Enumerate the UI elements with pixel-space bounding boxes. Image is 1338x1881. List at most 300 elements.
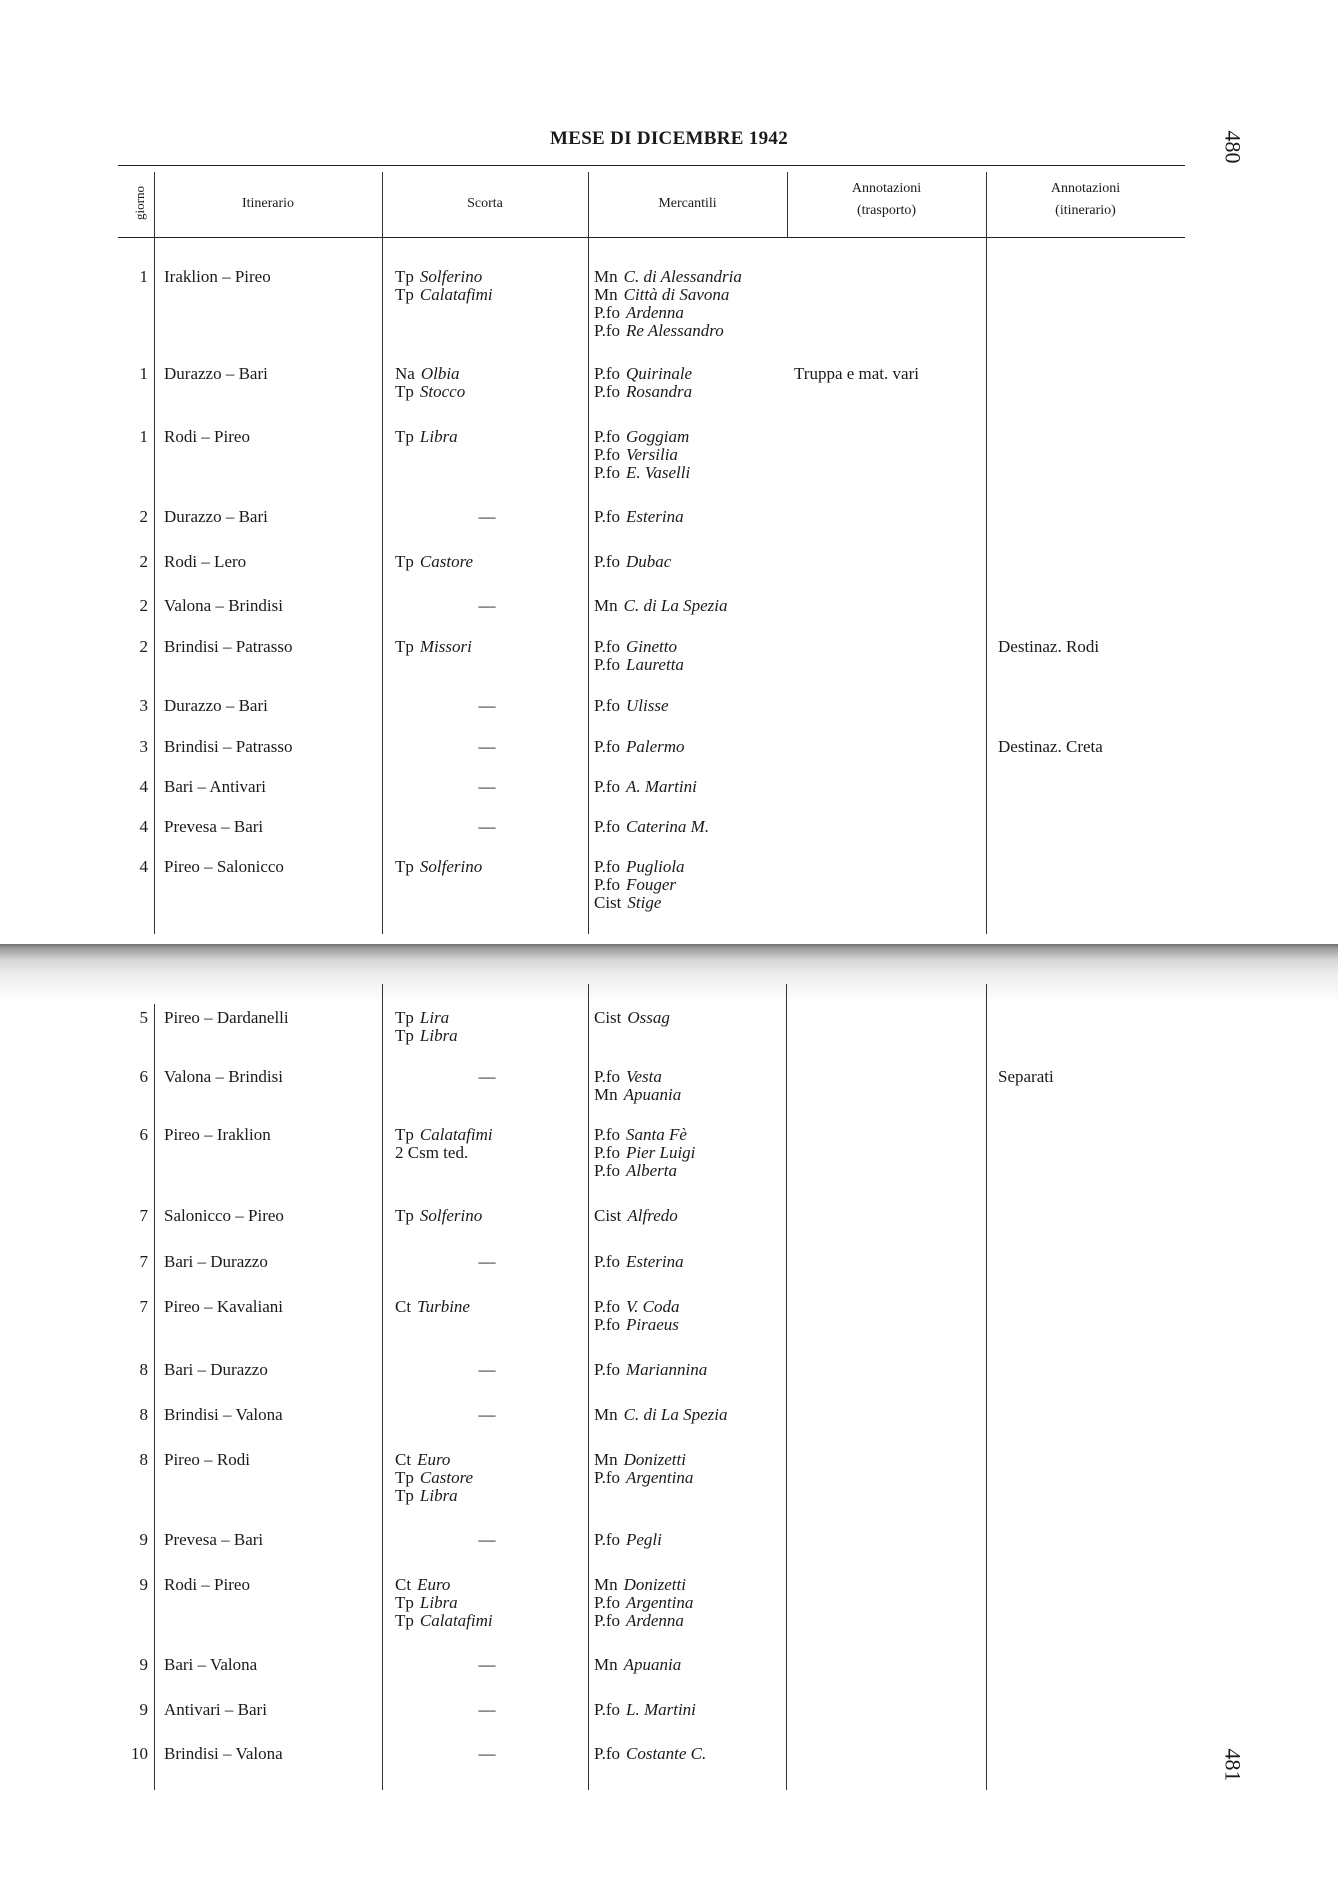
- vessel-type: 2 Csm ted.: [395, 1143, 469, 1162]
- row-route: Salonicco – Pireo: [164, 1206, 284, 1225]
- row-scorta-dash: —: [478, 1655, 496, 1674]
- row-scorta-line: [395, 1469, 473, 1487]
- column-rule: [588, 172, 589, 934]
- vessel-type: Tp: [395, 285, 414, 304]
- row-mercantili-line: [594, 1253, 684, 1271]
- row-mercantili-line: [594, 1009, 670, 1027]
- column-rule: [588, 984, 589, 1790]
- row-mercantili-line: [594, 1656, 681, 1674]
- row-route: Durazzo – Bari: [164, 364, 268, 383]
- vessel-name: Esterina: [625, 507, 684, 526]
- row-day: 7: [139, 1297, 148, 1316]
- row-route: Bari – Valona: [164, 1655, 258, 1674]
- vessel-type: Mn: [594, 1450, 618, 1469]
- header-giorno-label: giorno: [131, 186, 147, 220]
- row-scorta-line: [395, 268, 493, 286]
- row-scorta: [395, 1207, 482, 1225]
- vessel-type: Tp: [395, 637, 414, 656]
- row-mercantili: [594, 597, 728, 615]
- vessel-name: Calatafimi: [419, 285, 493, 304]
- vessel-type: P.fo: [594, 1125, 620, 1144]
- vessel-name: Castore: [419, 552, 474, 571]
- header-top-rule: [118, 165, 1185, 166]
- vessel-name: Vesta: [625, 1067, 662, 1086]
- vessel-name: Santa Fè: [625, 1125, 687, 1144]
- row-mercantili: [594, 365, 692, 401]
- vessel-type: P.fo: [594, 303, 620, 322]
- vessel-name: Libra: [419, 1486, 458, 1505]
- vessel-type: Ct: [395, 1575, 412, 1594]
- row-mercantili-line: [594, 597, 728, 615]
- vessel-type: P.fo: [594, 1700, 620, 1719]
- row-mercantili-line: [594, 738, 685, 756]
- vessel-name: Alfredo: [627, 1206, 678, 1225]
- row-scorta-line: [395, 1594, 493, 1612]
- column-rule: [382, 172, 383, 934]
- vessel-name: Mariannina: [625, 1360, 708, 1379]
- vessel-type: Tp: [395, 427, 414, 446]
- row-mercantili: [594, 508, 684, 526]
- vessel-type: P.fo: [594, 1067, 620, 1086]
- row-day: 2: [139, 596, 148, 615]
- vessel-type: P.fo: [594, 637, 620, 656]
- row-scorta: [395, 1451, 473, 1505]
- vessel-type: Tp: [395, 857, 414, 876]
- vessel-name: Alberta: [625, 1161, 677, 1180]
- row-route: Rodi – Pireo: [164, 427, 250, 446]
- header-annotazioni-itinerario-line2: (itinerario): [1055, 203, 1116, 218]
- row-route: Rodi – Lero: [164, 552, 247, 571]
- row-day: 7: [139, 1252, 148, 1271]
- row-scorta-dash: —: [478, 777, 496, 796]
- row-scorta-dash: —: [478, 1067, 496, 1086]
- vessel-name: Euro: [417, 1450, 451, 1469]
- row-day: 9: [139, 1530, 148, 1549]
- row-annotazioni-itinerario: Separati: [998, 1067, 1054, 1086]
- row-mercantili-line: [594, 818, 709, 836]
- row-scorta-dash: —: [478, 1744, 496, 1763]
- row-route: Pireo – Salonicco: [164, 857, 284, 876]
- vessel-name: Lira: [419, 1008, 450, 1027]
- vessel-name: Re Alessandro: [625, 321, 724, 340]
- row-route: Antivari – Bari: [164, 1700, 267, 1719]
- row-scorta-dash: —: [478, 1530, 496, 1549]
- vessel-name: Ossag: [627, 1008, 670, 1027]
- row-day: 1: [139, 427, 148, 446]
- vessel-name: Fouger: [625, 875, 677, 894]
- vessel-name: Ardenna: [625, 1611, 684, 1630]
- vessel-type: Tp: [395, 1593, 414, 1612]
- row-mercantili: [594, 553, 671, 571]
- row-scorta-line: [395, 858, 482, 876]
- row-route: Durazzo – Bari: [164, 507, 268, 526]
- vessel-name: Quirinale: [625, 364, 693, 383]
- row-scorta-line: [395, 383, 465, 401]
- row-mercantili-line: [594, 858, 685, 876]
- vessel-type: Cist: [594, 1008, 622, 1027]
- header-annotazioni-trasporto-line2: (trasporto): [856, 203, 917, 218]
- row-mercantili-line: [594, 1469, 693, 1487]
- vessel-name: Città di Savona: [623, 285, 730, 304]
- row-mercantili-line: [594, 894, 685, 912]
- row-scorta-line: [395, 286, 493, 304]
- row-mercantili-line: [594, 304, 742, 322]
- row-day: 7: [139, 1206, 148, 1225]
- vessel-type: Tp: [395, 552, 414, 571]
- row-scorta-line: [395, 1487, 473, 1505]
- row-day: 1: [139, 267, 148, 286]
- vessel-name: Argentina: [625, 1593, 694, 1612]
- row-mercantili: [594, 1009, 670, 1027]
- column-rule: [986, 172, 987, 934]
- vessel-type: P.fo: [594, 1297, 620, 1316]
- row-mercantili: [594, 1576, 693, 1630]
- vessel-type: Mn: [594, 596, 618, 615]
- vessel-name: C. di Alessandria: [623, 267, 742, 286]
- row-mercantili-line: [594, 697, 668, 715]
- header-annotazioni-trasporto: [787, 178, 986, 222]
- row-mercantili: [594, 738, 685, 756]
- vessel-type: P.fo: [594, 1530, 620, 1549]
- vessel-name: Turbine: [417, 1297, 470, 1316]
- vessel-type: P.fo: [594, 1593, 620, 1612]
- vessel-type: P.fo: [594, 507, 620, 526]
- row-scorta-dash: —: [478, 1405, 496, 1424]
- row-scorta: [395, 1009, 458, 1045]
- header-annotazioni-itinerario: [986, 178, 1185, 222]
- row-mercantili-line: [594, 1068, 681, 1086]
- vessel-type: Tp: [395, 382, 414, 401]
- vessel-type: P.fo: [594, 817, 620, 836]
- vessel-name: Libra: [419, 427, 458, 446]
- vessel-name: Pugliola: [625, 857, 685, 876]
- row-mercantili-line: [594, 464, 690, 482]
- row-annotazioni-itinerario: Destinaz. Rodi: [998, 637, 1100, 656]
- row-day: 4: [139, 817, 148, 836]
- row-scorta-dash: —: [478, 737, 496, 756]
- row-mercantili-line: [594, 778, 697, 796]
- vessel-type: Ct: [395, 1450, 412, 1469]
- column-rule: [382, 984, 383, 1790]
- row-scorta-dash: —: [478, 696, 496, 715]
- row-scorta: [395, 1576, 493, 1630]
- row-mercantili-line: [594, 1298, 680, 1316]
- column-rule: [786, 984, 787, 1790]
- column-rule: [986, 984, 987, 1790]
- row-scorta-line: [395, 1126, 493, 1144]
- vessel-name: Euro: [417, 1575, 451, 1594]
- vessel-name: Solferino: [419, 857, 483, 876]
- row-mercantili-line: [594, 322, 742, 340]
- vessel-type: P.fo: [594, 1252, 620, 1271]
- row-day: 1: [139, 364, 148, 383]
- vessel-name: Esterina: [625, 1252, 684, 1271]
- vessel-name: Piraeus: [625, 1315, 679, 1334]
- row-scorta-dash: —: [478, 817, 496, 836]
- vessel-type: P.fo: [594, 1360, 620, 1379]
- vessel-name: Donizetti: [623, 1575, 686, 1594]
- row-scorta-dash: —: [478, 1700, 496, 1719]
- page-title: MESE DI DICEMBRE 1942: [549, 128, 789, 149]
- vessel-name: Calatafimi: [419, 1611, 493, 1630]
- vessel-type: P.fo: [594, 1161, 620, 1180]
- row-scorta-line: [395, 1207, 482, 1225]
- column-rule: [154, 1004, 155, 1790]
- row-scorta-line: [395, 1612, 493, 1630]
- header-bottom-rule: [118, 237, 1185, 238]
- row-scorta-dash: —: [478, 1252, 496, 1271]
- row-mercantili: [594, 1406, 728, 1424]
- row-route: Pireo – Rodi: [164, 1450, 250, 1469]
- row-route: Bari – Antivari: [164, 777, 266, 796]
- vessel-name: Olbia: [420, 364, 460, 383]
- vessel-name: Calatafimi: [419, 1125, 493, 1144]
- row-route: Valona – Brindisi: [164, 596, 283, 615]
- row-annotazioni-trasporto: Truppa e mat. vari: [794, 364, 919, 383]
- row-day: 4: [139, 857, 148, 876]
- row-mercantili-line: [594, 638, 684, 656]
- row-route: Brindisi – Valona: [164, 1405, 283, 1424]
- vessel-type: P.fo: [594, 777, 620, 796]
- row-scorta-line: [395, 1298, 470, 1316]
- vessel-type: Ct: [395, 1297, 412, 1316]
- vessel-name: Dubac: [625, 552, 672, 571]
- row-mercantili: [594, 1126, 695, 1180]
- row-mercantili-line: [594, 1612, 693, 1630]
- row-mercantili: [594, 858, 685, 912]
- row-day: 8: [139, 1405, 148, 1424]
- row-route: Brindisi – Patrasso: [164, 637, 293, 656]
- vessel-type: Mn: [594, 1575, 618, 1594]
- row-day: 10: [131, 1744, 148, 1763]
- row-mercantili: [594, 1745, 706, 1763]
- row-scorta-line: [395, 1576, 493, 1594]
- row-scorta-line: [395, 1451, 473, 1469]
- vessel-name: Rosandra: [625, 382, 693, 401]
- row-mercantili: [594, 1298, 680, 1334]
- row-mercantili-line: [594, 1451, 693, 1469]
- vessel-type: Tp: [395, 1206, 414, 1225]
- vessel-type: P.fo: [594, 875, 620, 894]
- vessel-type: P.fo: [594, 463, 620, 482]
- row-day: 9: [139, 1655, 148, 1674]
- header-scorta: Scorta: [467, 196, 503, 211]
- vessel-type: P.fo: [594, 1744, 620, 1763]
- vessel-name: Libra: [419, 1026, 458, 1045]
- row-day: 3: [139, 696, 148, 715]
- row-mercantili: [594, 1068, 681, 1104]
- row-mercantili-line: [594, 286, 742, 304]
- row-day: 6: [139, 1067, 148, 1086]
- row-day: 9: [139, 1575, 148, 1594]
- vessel-name: Palermo: [625, 737, 685, 756]
- row-day: 2: [139, 507, 148, 526]
- row-route: Bari – Durazzo: [164, 1360, 268, 1379]
- row-mercantili: [594, 1531, 662, 1549]
- vessel-type: Cist: [594, 1206, 622, 1225]
- row-scorta-line: [395, 553, 473, 571]
- row-mercantili-line: [594, 268, 742, 286]
- row-mercantili-line: [594, 1406, 728, 1424]
- row-mercantili: [594, 1701, 696, 1719]
- row-mercantili: [594, 697, 668, 715]
- header-annotazioni-itinerario-line1: Annotazioni: [1050, 181, 1121, 196]
- row-mercantili-line: [594, 1126, 695, 1144]
- row-scorta-line: [395, 1027, 458, 1045]
- vessel-name: Versilia: [625, 445, 678, 464]
- row-scorta-line: [395, 365, 465, 383]
- vessel-type: Na: [395, 364, 415, 383]
- vessel-type: P.fo: [594, 857, 620, 876]
- row-scorta-dash: —: [478, 507, 496, 526]
- row-mercantili-line: [594, 553, 671, 571]
- vessel-name: Apuania: [623, 1085, 682, 1104]
- row-mercantili: [594, 1253, 684, 1271]
- vessel-type: Mn: [594, 285, 618, 304]
- vessel-name: Ardenna: [625, 303, 684, 322]
- row-route: Rodi – Pireo: [164, 1575, 250, 1594]
- vessel-type: P.fo: [594, 552, 620, 571]
- row-scorta: [395, 858, 482, 876]
- column-rule: [154, 172, 155, 934]
- header-mercantili: Mercantili: [658, 196, 717, 211]
- vessel-name: Stige: [627, 893, 662, 912]
- vessel-type: Mn: [594, 267, 618, 286]
- row-day: 2: [139, 637, 148, 656]
- vessel-name: L. Martini: [625, 1700, 696, 1719]
- vessel-name: Caterina M.: [625, 817, 710, 836]
- row-mercantili: [594, 1451, 693, 1487]
- row-mercantili-line: [594, 1144, 695, 1162]
- vessel-type: P.fo: [594, 1315, 620, 1334]
- row-scorta-dash: —: [478, 1360, 496, 1379]
- row-scorta: [395, 365, 465, 401]
- row-route: Durazzo – Bari: [164, 696, 268, 715]
- row-route: Bari – Durazzo: [164, 1252, 268, 1271]
- vessel-type: Tp: [395, 1468, 414, 1487]
- vessel-name: Solferino: [419, 267, 483, 286]
- vessel-name: Pier Luigi: [625, 1143, 696, 1162]
- vessel-name: C. di La Spezia: [623, 1405, 728, 1424]
- vessel-name: Castore: [419, 1468, 474, 1487]
- row-scorta-line: [395, 638, 472, 656]
- vessel-type: P.fo: [594, 1611, 620, 1630]
- row-mercantili-line: [594, 1162, 695, 1180]
- vessel-type: P.fo: [594, 1143, 620, 1162]
- row-route: Brindisi – Valona: [164, 1744, 283, 1763]
- vessel-type: Tp: [395, 267, 414, 286]
- row-mercantili-line: [594, 1576, 693, 1594]
- vessel-type: P.fo: [594, 696, 620, 715]
- row-mercantili-line: [594, 365, 692, 383]
- row-scorta: [395, 428, 458, 446]
- row-day: 8: [139, 1360, 148, 1379]
- vessel-type: Tp: [395, 1125, 414, 1144]
- row-mercantili-line: [594, 1361, 707, 1379]
- vessel-name: E. Vaselli: [625, 463, 691, 482]
- row-mercantili-line: [594, 1594, 693, 1612]
- row-mercantili-line: [594, 383, 692, 401]
- vessel-type: Tp: [395, 1611, 414, 1630]
- row-mercantili: [594, 428, 690, 482]
- row-scorta-line: [395, 1009, 458, 1027]
- vessel-name: Libra: [419, 1593, 458, 1612]
- vessel-name: Apuania: [623, 1655, 682, 1674]
- vessel-name: A. Martini: [625, 777, 697, 796]
- row-mercantili: [594, 1656, 681, 1674]
- row-scorta: [395, 1298, 470, 1316]
- row-route: Pireo – Iraklion: [164, 1125, 271, 1144]
- row-mercantili-line: [594, 428, 690, 446]
- row-day: 9: [139, 1700, 148, 1719]
- header-itinerario: Itinerario: [241, 196, 295, 211]
- row-day: 3: [139, 737, 148, 756]
- vessel-type: P.fo: [594, 321, 620, 340]
- row-route: Valona – Brindisi: [164, 1067, 283, 1086]
- vessel-type: Mn: [594, 1655, 618, 1674]
- row-mercantili: [594, 818, 709, 836]
- vessel-type: Mn: [594, 1085, 618, 1104]
- row-scorta-line: [395, 428, 458, 446]
- row-day: 5: [139, 1008, 148, 1027]
- row-route: Iraklion – Pireo: [164, 267, 271, 286]
- row-mercantili-line: [594, 446, 690, 464]
- vessel-type: Tp: [395, 1026, 414, 1045]
- vessel-name: Missori: [419, 637, 472, 656]
- row-mercantili-line: [594, 1207, 678, 1225]
- vessel-name: Costante C.: [625, 1744, 707, 1763]
- row-route: Pireo – Kavaliani: [164, 1297, 283, 1316]
- vessel-name: Solferino: [419, 1206, 483, 1225]
- vessel-name: Donizetti: [623, 1450, 686, 1469]
- row-route: Brindisi – Patrasso: [164, 737, 293, 756]
- row-scorta-line: [395, 1144, 493, 1162]
- row-mercantili-line: [594, 1086, 681, 1104]
- row-mercantili-line: [594, 1531, 662, 1549]
- vessel-type: P.fo: [594, 382, 620, 401]
- header-annotazioni-trasporto-line1: Annotazioni: [851, 181, 922, 196]
- page-number-bottom: 481: [1220, 1748, 1246, 1782]
- row-day: 4: [139, 777, 148, 796]
- row-scorta: [395, 268, 493, 304]
- row-mercantili-line: [594, 508, 684, 526]
- vessel-type: P.fo: [594, 655, 620, 674]
- row-mercantili-line: [594, 1316, 680, 1334]
- vessel-name: Ulisse: [625, 696, 669, 715]
- row-annotazioni-itinerario: Destinaz. Creta: [998, 737, 1103, 756]
- vessel-name: Goggiam: [625, 427, 690, 446]
- vessel-type: P.fo: [594, 445, 620, 464]
- vessel-type: Mn: [594, 1405, 618, 1424]
- row-mercantili-line: [594, 1701, 696, 1719]
- row-scorta: [395, 638, 472, 656]
- vessel-type: P.fo: [594, 364, 620, 383]
- page-number-top: 480: [1220, 130, 1246, 164]
- row-day: 6: [139, 1125, 148, 1144]
- row-scorta-dash: —: [478, 596, 496, 615]
- row-mercantili-line: [594, 876, 685, 894]
- vessel-type: Tp: [395, 1008, 414, 1027]
- row-route: Prevesa – Bari: [164, 1530, 264, 1549]
- vessel-name: Lauretta: [625, 655, 684, 674]
- vessel-type: Tp: [395, 1486, 414, 1505]
- vessel-type: Cist: [594, 893, 622, 912]
- vessel-name: Argentina: [625, 1468, 694, 1487]
- row-scorta: [395, 553, 473, 571]
- vessel-type: P.fo: [594, 737, 620, 756]
- page-fold-shadow: [0, 944, 1338, 1004]
- row-scorta: [395, 1126, 493, 1162]
